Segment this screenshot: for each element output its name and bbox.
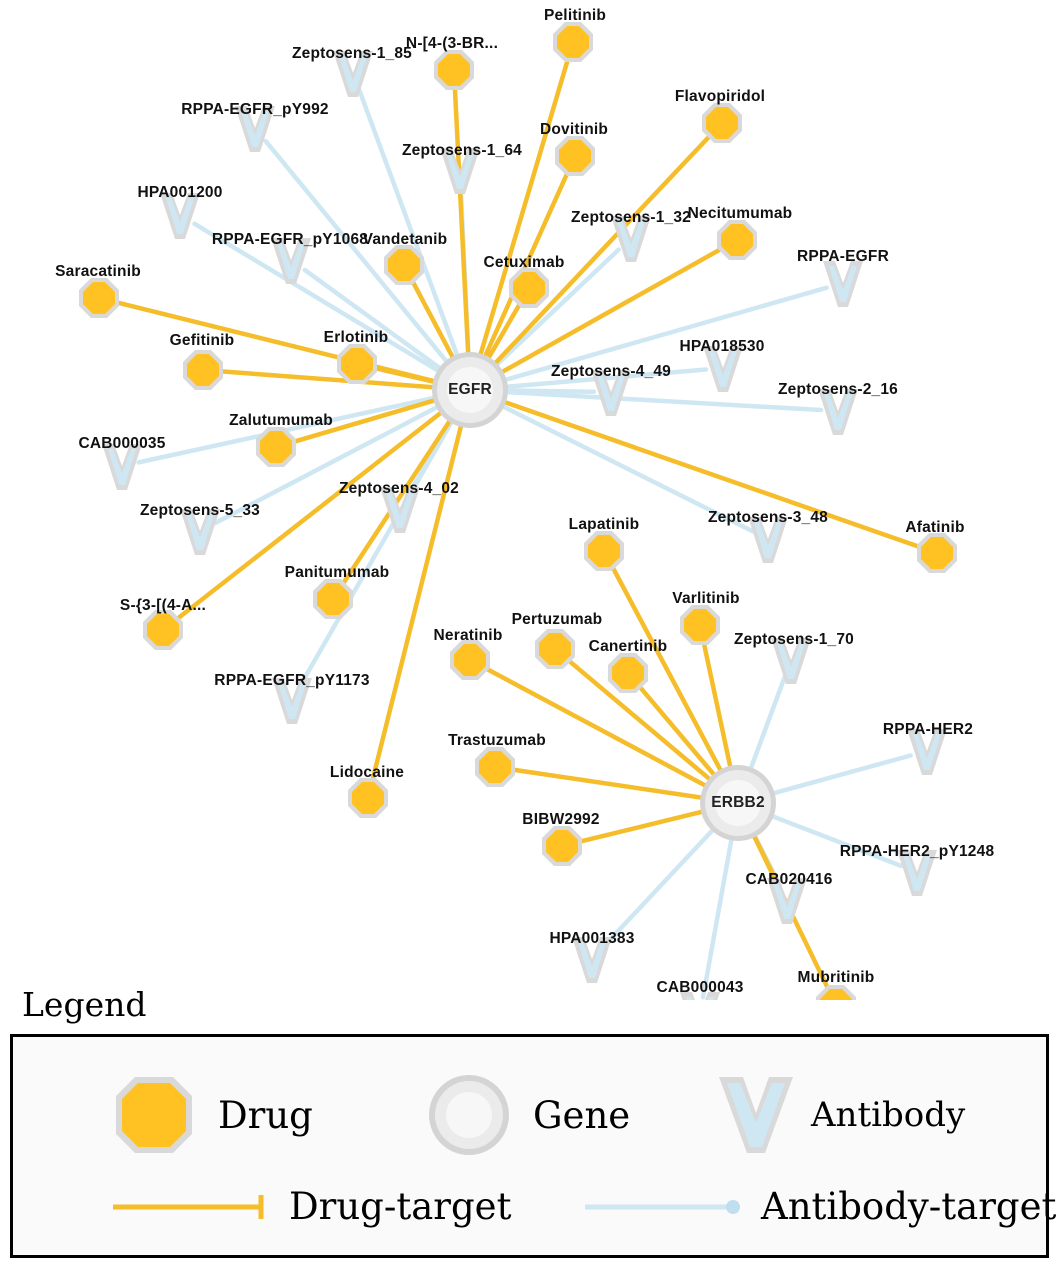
edges <box>116 58 921 997</box>
drug-node <box>434 50 474 90</box>
node-label: Zeptosens-5_33 <box>140 502 260 519</box>
legend-label-antibody-target: Antibody-target <box>761 1185 1057 1228</box>
drug-node <box>256 427 296 467</box>
drug-node <box>542 826 582 866</box>
node-label: Neratinib <box>433 627 503 644</box>
legend-label-gene: Gene <box>533 1093 631 1137</box>
legend-title: Legend <box>22 985 147 1024</box>
antibody-target-edge <box>748 676 785 775</box>
node-label: RPPA-EGFR_pY1173 <box>214 672 370 689</box>
drug-node <box>584 531 624 571</box>
drug-node <box>348 778 388 818</box>
node-label: Pertuzumab <box>511 611 603 628</box>
node-label: Erlotinib <box>323 329 389 346</box>
drug-target-edge <box>455 87 469 360</box>
node-label: Flavopiridol <box>674 88 766 105</box>
node-label: Lidocaine <box>329 764 405 781</box>
node-label: EGFR <box>448 381 492 398</box>
node-label: Zeptosens-3_48 <box>708 509 828 526</box>
node-label: Mubritinib <box>797 969 875 986</box>
drug-node <box>509 268 549 308</box>
legend-label-antibody: Antibody <box>811 1095 966 1135</box>
legend-box <box>10 1034 1057 1258</box>
node-label: Zalutumumab <box>229 412 333 429</box>
node-label: BIBW2992 <box>522 811 600 828</box>
drug-node <box>475 747 515 787</box>
node-label: Afatinib <box>905 519 965 536</box>
node-label: CAB020416 <box>745 871 833 888</box>
node-label: Lapatinib <box>568 516 640 533</box>
drug-target-edge-icon <box>111 1190 271 1224</box>
node-label: Dovitinib <box>539 121 609 138</box>
legend-label-drug-target: Drug-target <box>289 1185 512 1228</box>
node-label: Zeptosens-1_85 <box>292 45 412 62</box>
node-label: RPPA-EGFR <box>797 248 889 265</box>
node-label: Pelitinib <box>543 7 607 24</box>
drug-node <box>79 278 119 318</box>
drug-node <box>917 533 957 573</box>
drug-node <box>337 344 377 384</box>
drug-node <box>702 103 742 143</box>
drug-target-edge <box>479 58 569 361</box>
node-label: HPA001200 <box>137 184 223 201</box>
drug-target-edge <box>342 415 453 585</box>
node-label: Zeptosens-1_70 <box>734 631 854 648</box>
antibody-target-edge <box>703 833 733 998</box>
drug-node <box>450 640 490 680</box>
node-label: Varlitinib <box>672 590 740 607</box>
node-label: Zeptosens-4_02 <box>339 480 459 497</box>
drug-node <box>717 220 757 260</box>
drug-node <box>183 350 223 390</box>
legend-label-drug: Drug <box>218 1093 313 1137</box>
drug-node <box>143 610 183 650</box>
node-label: Gefitinib <box>169 332 235 349</box>
gene-icon <box>423 1069 515 1161</box>
antibody-target-edge <box>500 392 821 410</box>
node-label: CAB000043 <box>656 979 744 996</box>
node-label: RPPA-EGFR_pY992 <box>181 101 329 118</box>
node-label: Cetuximab <box>483 254 565 271</box>
drug-node <box>680 605 720 645</box>
antibody-target-edge <box>604 825 718 947</box>
drug-node <box>553 22 593 62</box>
legend-item-drug <box>108 1069 313 1161</box>
drug-node <box>535 629 575 669</box>
legend-item-drug-target <box>111 1185 511 1228</box>
drug-target-edge <box>491 135 711 368</box>
drug-target-edge <box>704 642 732 774</box>
node-label: N-[4-(3-BR... <box>405 35 499 52</box>
antibody-target-edge-icon <box>583 1190 743 1224</box>
drug-target-edge <box>639 686 719 780</box>
node-label: Zeptosens-2_16 <box>778 381 898 398</box>
node-label: CAB000035 <box>78 435 166 452</box>
antibody-target-edge <box>767 756 911 796</box>
node-label: S-{3-[(4-A... <box>119 597 207 614</box>
legend-item-antibody <box>713 1069 965 1161</box>
node-label: Vandetanib <box>362 231 448 248</box>
node-label: Zeptosens-4_49 <box>551 363 671 380</box>
node-label: Panitumumab <box>284 564 390 581</box>
node-label: ERBB2 <box>711 794 765 811</box>
node-label: Necitumumab <box>687 205 793 222</box>
node-label: Trastuzumab <box>448 732 546 749</box>
node-label: HPA018530 <box>679 338 765 355</box>
legend-item-gene <box>423 1069 630 1161</box>
drug-node <box>384 245 424 285</box>
legend-item-antibody-target <box>583 1185 1056 1228</box>
node-label: RPPA-HER2 <box>882 721 974 738</box>
drug-node <box>608 653 648 693</box>
node-label: Zeptosens-1_64 <box>402 142 522 159</box>
antibody-icon <box>713 1069 799 1161</box>
drug-icon <box>108 1069 200 1161</box>
antibody-node <box>823 261 863 307</box>
drug-node <box>555 136 595 176</box>
node-label: Zeptosens-1_32 <box>571 209 691 226</box>
node-label: Canertinib <box>588 638 668 655</box>
drug-node <box>313 579 353 619</box>
node-label: RPPA-EGFR_pY1068 <box>211 231 369 248</box>
drug-target-edge <box>374 368 441 383</box>
node-label: HPA001383 <box>549 930 635 947</box>
node-label: Saracatinib <box>55 263 141 280</box>
legend <box>0 985 1059 1258</box>
node-label: RPPA-HER2_pY1248 <box>839 843 995 860</box>
